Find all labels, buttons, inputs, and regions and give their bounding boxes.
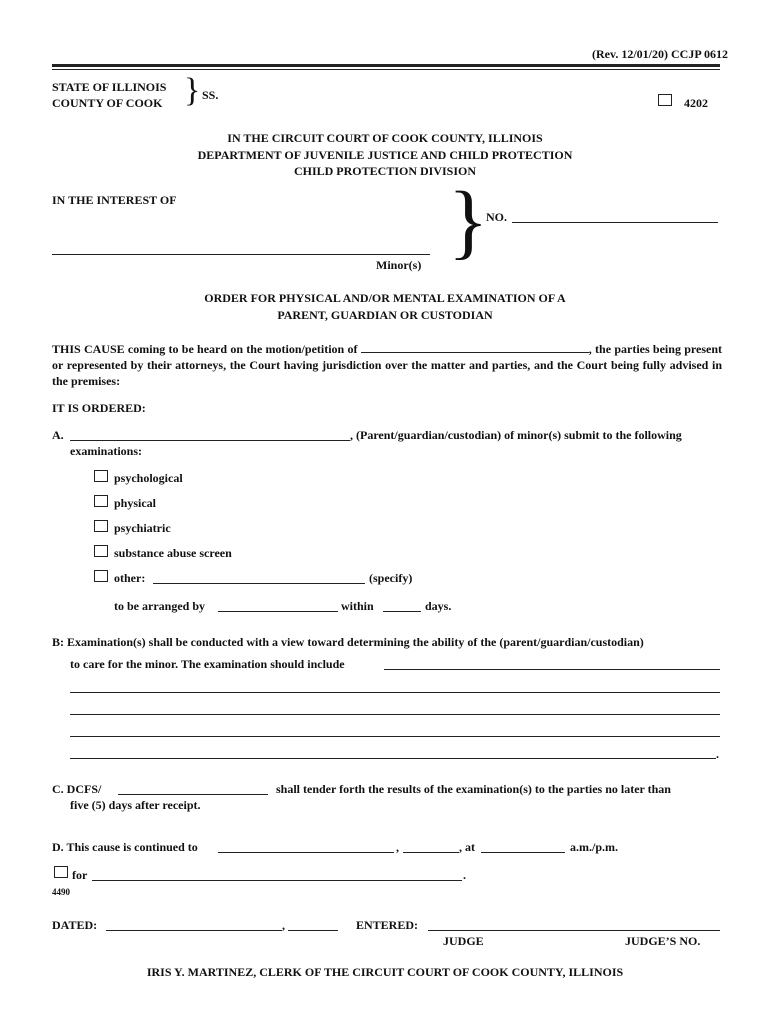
judge-signature-field[interactable] bbox=[428, 930, 720, 931]
intro-part-2: , the parties being present or represented by their attorneys, the Court having jurisdiction over the matter and parties, and the Court being fully advised in the premises: bbox=[52, 342, 722, 388]
dated-year-field[interactable] bbox=[288, 930, 338, 931]
continued-time-field[interactable] bbox=[481, 852, 565, 853]
psychiatric-label: psychiatric bbox=[114, 521, 171, 535]
substance-abuse-checkbox[interactable] bbox=[94, 545, 108, 557]
arranged-by-label: to be arranged by bbox=[114, 599, 205, 613]
clerk-line: IRIS Y. MARTINEZ, CLERK OF THE CIRCUIT COURT OF COOK COUNTY, ILLINOIS bbox=[146, 965, 624, 979]
physical-checkbox[interactable] bbox=[94, 495, 108, 507]
days-field[interactable] bbox=[383, 611, 421, 612]
form-code-4490: 4490 bbox=[52, 887, 70, 897]
for-purpose-field[interactable] bbox=[92, 880, 462, 881]
continued-date-field[interactable] bbox=[218, 852, 394, 853]
case-no-label: NO. bbox=[486, 210, 507, 224]
specify-label: (specify) bbox=[369, 571, 413, 585]
section-b-period: . bbox=[716, 747, 719, 761]
judge-no-label: JUDGE’S NO. bbox=[625, 934, 701, 948]
state-label: STATE OF ILLINOIS bbox=[52, 80, 167, 94]
ss-label: SS. bbox=[202, 88, 219, 102]
court-line-2: DEPARTMENT OF JUVENILE JUSTICE AND CHILD PROTECTION bbox=[197, 148, 573, 162]
it-is-ordered: IT IS ORDERED: bbox=[52, 401, 146, 415]
for-checkbox[interactable] bbox=[54, 866, 68, 878]
section-a-text-1: , (Parent/guardian/custodian) of minor(s) submit to the following bbox=[350, 428, 682, 442]
form-code-checkbox[interactable] bbox=[658, 94, 672, 106]
continued-year-field[interactable] bbox=[403, 852, 459, 853]
ampm-label: a.m./p.m. bbox=[570, 840, 618, 854]
minor-name-field[interactable] bbox=[52, 254, 430, 255]
within-label: within bbox=[341, 599, 374, 613]
section-c-prefix: C. DCFS/ bbox=[52, 782, 102, 796]
form-code: 4202 bbox=[684, 96, 708, 110]
section-a-letter: A. bbox=[52, 428, 64, 442]
entered-label: ENTERED: bbox=[356, 918, 419, 932]
exam-include-field-2[interactable] bbox=[70, 692, 720, 693]
exam-include-field-1[interactable] bbox=[384, 669, 720, 670]
revision-code: (Rev. 12/01/20) CCJP 0612 bbox=[592, 47, 728, 61]
section-b-text-1: B: Examination(s) shall be conducted with a view toward determining the ability of the (parent/guardian/custodian) bbox=[52, 635, 644, 649]
minors-label: Minor(s) bbox=[376, 258, 422, 272]
section-b-text-2: to care for the minor. The examination should include bbox=[70, 657, 345, 671]
order-title-2: PARENT, GUARDIAN OR CUSTODIAN bbox=[277, 308, 493, 322]
for-label: for bbox=[72, 868, 88, 882]
section-d-comma: , bbox=[396, 840, 399, 854]
psychological-label: psychological bbox=[114, 471, 183, 485]
other-label: other: bbox=[114, 571, 146, 585]
exam-include-field-3[interactable] bbox=[70, 714, 720, 715]
section-c-text-1: shall tender forth the results of the examination(s) to the parties no later than bbox=[276, 782, 671, 796]
exam-include-field-4[interactable] bbox=[70, 736, 720, 737]
intro-paragraph bbox=[52, 341, 722, 389]
exam-include-field-5[interactable] bbox=[70, 758, 716, 759]
intro-part-1: THIS CAUSE coming to be heard on the motion/petition of bbox=[52, 342, 358, 356]
section-a-text-2: examinations: bbox=[70, 444, 142, 458]
dated-field[interactable] bbox=[106, 930, 282, 931]
header-rule-thin bbox=[52, 69, 720, 70]
dated-comma: , bbox=[282, 918, 285, 932]
header-rule-thick bbox=[52, 64, 720, 67]
case-number-field[interactable] bbox=[512, 222, 718, 223]
physical-label: physical bbox=[114, 496, 157, 510]
ss-brace: } bbox=[184, 72, 201, 109]
section-c-text-2: five (5) days after receipt. bbox=[70, 798, 201, 812]
county-label: COUNTY OF COOK bbox=[52, 96, 163, 110]
parent-name-field[interactable] bbox=[70, 440, 350, 441]
psychological-checkbox[interactable] bbox=[94, 470, 108, 482]
substance-abuse-label: substance abuse screen bbox=[114, 546, 232, 560]
section-d-text: D. This cause is continued to bbox=[52, 840, 198, 854]
other-checkbox[interactable] bbox=[94, 570, 108, 582]
interest-of-label: IN THE INTEREST OF bbox=[52, 193, 177, 207]
other-specify-field[interactable] bbox=[153, 583, 365, 584]
days-label: days. bbox=[425, 599, 452, 613]
judge-label: JUDGE bbox=[443, 934, 484, 948]
court-line-3: CHILD PROTECTION DIVISION bbox=[293, 164, 477, 178]
court-line-1: IN THE CIRCUIT COURT OF COOK COUNTY, ILLINOIS bbox=[227, 131, 543, 145]
order-title-1: ORDER FOR PHYSICAL AND/OR MENTAL EXAMINATION OF A bbox=[204, 291, 566, 305]
dated-label: DATED: bbox=[52, 918, 98, 932]
psychiatric-checkbox[interactable] bbox=[94, 520, 108, 532]
dcfs-field[interactable] bbox=[118, 794, 268, 795]
arranged-by-field[interactable] bbox=[218, 611, 338, 612]
petitioner-field[interactable] bbox=[361, 342, 589, 353]
section-d-at: , at bbox=[459, 840, 475, 854]
for-period: . bbox=[463, 868, 466, 882]
caption-brace: } bbox=[448, 175, 489, 268]
